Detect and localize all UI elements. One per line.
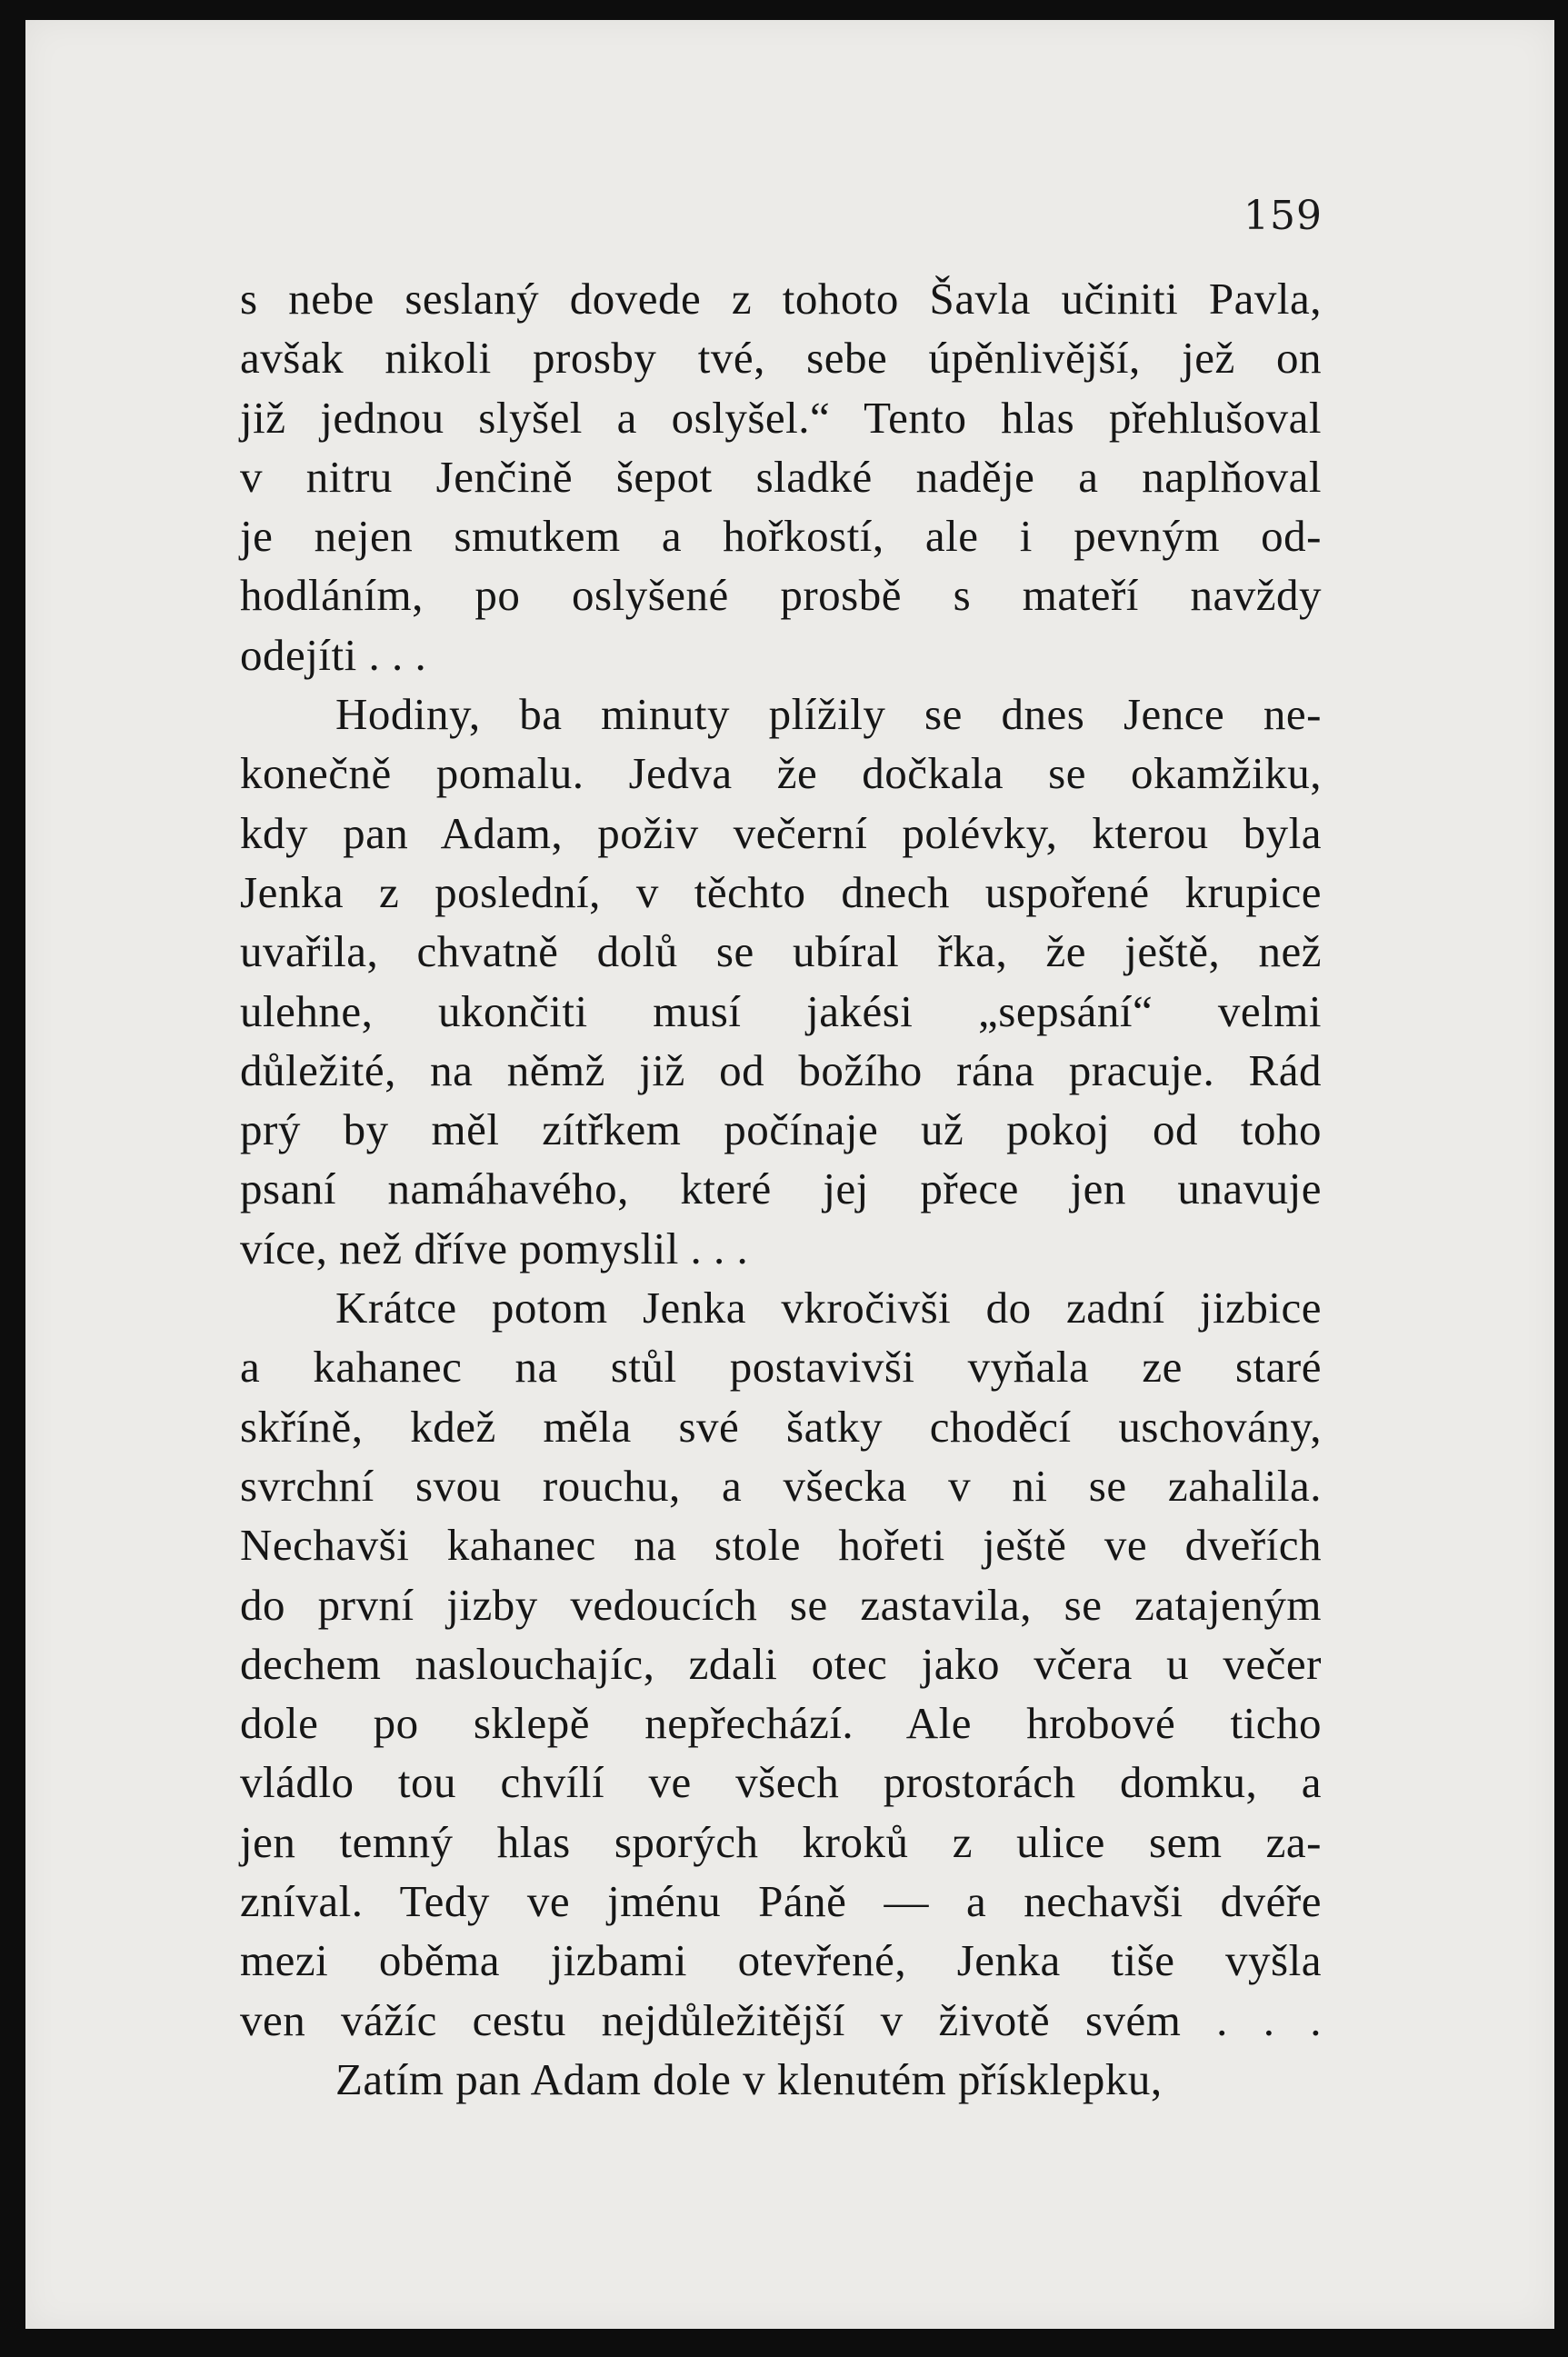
text-line: mezi oběma jizbami otevřené, Jenka tiše vyšla <box>240 1935 1322 1986</box>
text-line: a kahanec na stůl postavivši vyňala ze staré <box>240 1342 1322 1393</box>
text-line: odejíti . . . <box>240 629 427 680</box>
text-line: je nejen smutkem a hořkostí, ale i pevným od- <box>240 511 1322 562</box>
text-line: již jednou slyšel a oslyšel.“ Tento hlas přehlušoval <box>240 392 1322 443</box>
paragraph-start: Hodiny, ba minuty plížily se dnes Jence ne- <box>335 689 1322 740</box>
text-line: do první jizby vedoucích se zastavila, se zatajeným <box>240 1579 1322 1630</box>
text-line: hodláním, po oslyšené prosbě s mateří navždy <box>240 570 1322 621</box>
text-line: uvařila, chvatně dolů se ubíral řka, že ještě, než <box>240 926 1322 977</box>
text-line: psaní namáhavého, které jej přece jen unavuje <box>240 1164 1322 1214</box>
text-line: skříně, kdež měla své šatky choděcí uschovány, <box>240 1401 1322 1452</box>
text-line: zníval. Tedy ve jménu Páně — a nechavši dvéře <box>240 1876 1322 1927</box>
text-line: konečně pomalu. Jedva že dočkala se okamžiku, <box>240 748 1322 799</box>
text-line: v nitru Jenčině šepot sladké naděje a naplňoval <box>240 451 1322 502</box>
text-line: ulehne, ukončiti musí jakési „sepsání“ velmi <box>240 985 1322 1036</box>
text-line: více, než dříve pomyslil . . . <box>240 1223 749 1273</box>
text-line: ven vážíc cestu nejdůležitější v životě svém . . . <box>240 1994 1322 2045</box>
text-line: Jenka z poslední, v těchto dnech uspořené krupice <box>240 866 1322 917</box>
text-line: svrchní svou rouchu, a všecka v ni se zahalila. <box>240 1460 1322 1511</box>
text-line: vládlo tou chvílí ve všech prostorách domku, a <box>240 1757 1322 1808</box>
text-line: kdy pan Adam, poživ večerní polévky, kterou byla <box>240 807 1322 858</box>
paragraph-start: Zatím pan Adam dole v klenutém přísklepku, <box>335 2053 1163 2104</box>
text-line: dechem naslouchajíc, zdali otec jako včera u večer <box>240 1638 1322 1689</box>
text-line: prý by měl zítřkem počínaje už pokoj od toho <box>240 1104 1322 1155</box>
text-line: dole po sklepě nepřechází. Ale hrobové ticho <box>240 1698 1322 1749</box>
text-line: s nebe seslaný dovede z tohoto Šavla učiniti Pavla, <box>240 274 1322 324</box>
text-line: Nechavši kahanec na stole hořeti ještě ve dveřích <box>240 1520 1322 1571</box>
paragraph-start: Krátce potom Jenka vkročivši do zadní jizbice <box>335 1283 1322 1333</box>
body-text <box>240 269 1322 2109</box>
text-line: důležité, na němž již od božího rána pracuje. Rád <box>240 1044 1322 1095</box>
page-number: 159 <box>1243 193 1323 239</box>
text-line: avšak nikoli prosby tvé, sebe úpěnlivější, jež on <box>240 333 1322 384</box>
text-line: jen temný hlas sporých kroků z ulice sem za- <box>240 1816 1322 1867</box>
